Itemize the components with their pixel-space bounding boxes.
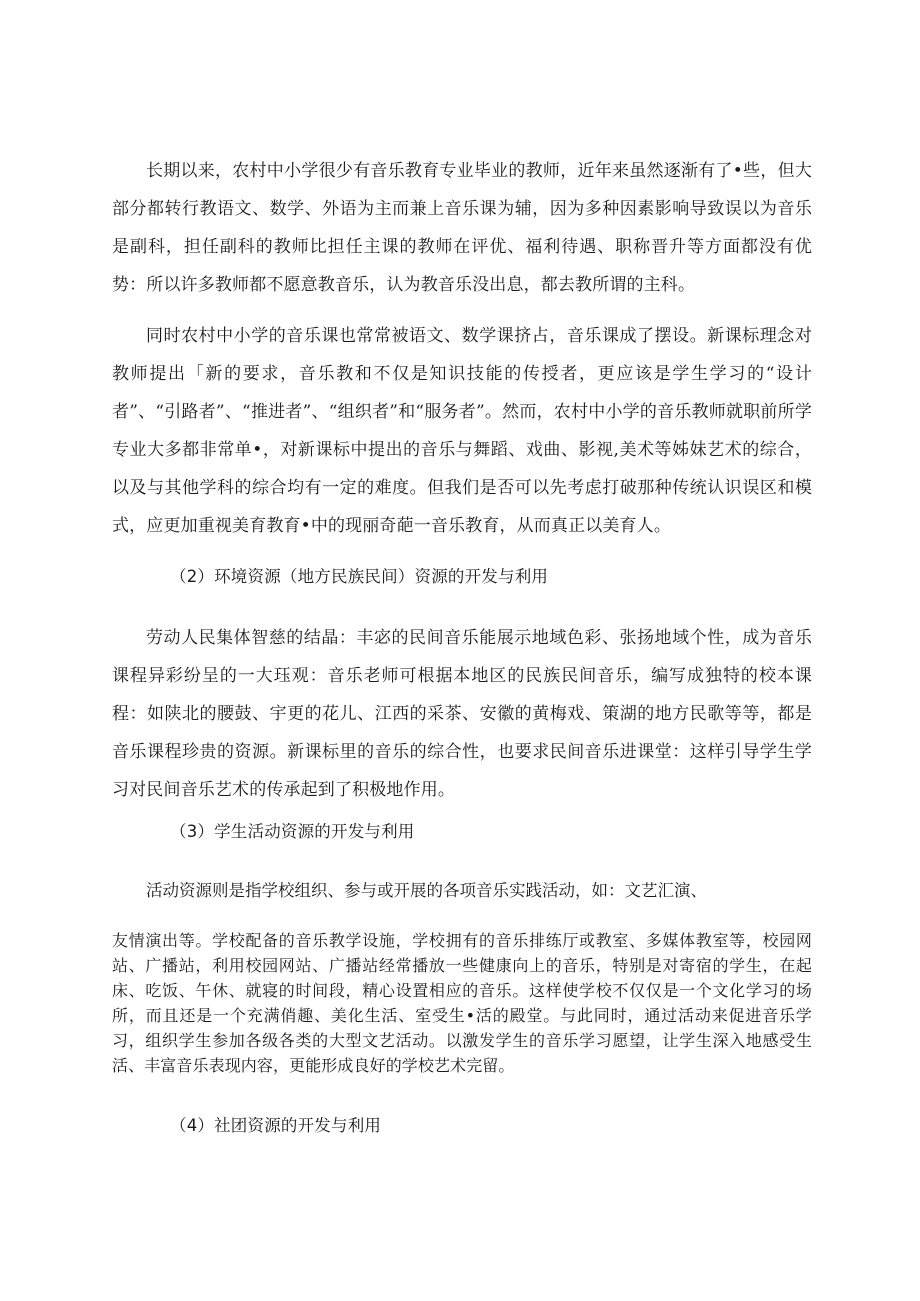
paragraph-music-class-crowded: 同时农村中小学的音乐课也常常被语文、数学课挤占，音乐课成了摆设。新课标理念对教师提出「新的要求，音乐教和不仅是知识技能的传授者，更应该是学生学习的“设计者”、“引路者”、“推进者”、“组织者”和“服务者”。然而，农村中小学的音乐教师就职前所学专业大多都非常单•，对新课标中提出的音乐与舞蹈、戏曲、影视,美术等姊妹艺术的综合，以及与其他学科的综合均有一定的难度。但我们是否可以先考虑打破那种传统认识误区和模式，应更加重视美育教育•中的现丽奇葩一音乐教育，从而真正以美育人。 xyxy=(112,326,812,536)
paragraph-rural-teachers: 长期以来，农村中小学很少有音乐教育专业毕业的教师，近年来虽然逐渐有了•些，但大部分都转行教语文、数学、外语为主而兼上音乐课为辅，因为多种因素影响导致误以为音乐是副科，担任副科的教师比担任主课的教师在评优、福利待遇、职称晋升等方面都没有优势：所以许多教师都不愿意教音乐，认为教音乐没出息，都去教所谓的主科。 xyxy=(112,161,812,295)
paragraph-folk-music: 劳动人民集体智慈的结晶：丰宓的民间音乐能展示地域色彩、张扬地域个性，成为音乐课程异彩纷呈的一大珏观：音乐老师可根据本地区的民族民间音乐，编写成独特的校本课程：如陕北的腰鼓、宇更的花儿、江西的采茶、安徽的黄梅戏、策湖的地方民歌等等，都是音乐课程珍贵的资源。新课标里的音乐的综合性，也要求民间音乐进课堂：这样引导学生学习对民间音乐艺术的传承起到了积极地作用。 xyxy=(112,628,812,800)
section-heading-environment-resources: （2）环境资源（地方民族民间）资源的开发与利用 xyxy=(170,567,549,586)
paragraph-activity-resources-lead: 活动资源则是指学校组织、参与或开展的各项音乐实践活动，如：文艺汇演、 xyxy=(146,881,707,900)
section-heading-club-resources: （4）社团资源的开发与利用 xyxy=(170,1116,382,1135)
paragraph-activity-resources-body: 友情演出等。学校配备的音乐教学设施，学校拥有的音乐排练厅或教室、多媒体教室等，校园网站、广播站，利用校园网站、广播站经常播放一些健康向上的音乐，特别是对寄宿的学生，在起床、吃饭、午休、就寝的时间段，精心设置相应的音乐。这样使学校不仅仅是一个文化学习的场所，而且还是一个充满俏趣、美化生活、室受生•活的殿堂。与此同时，通过活动来促进音乐学习，组织学生参加各级各类的大型文艺活动。以激发学生的音乐学习愿望，让学生深入地感受生活、丰富音乐表现内容，更能形成良好的学校艺术完留。 xyxy=(112,931,812,1075)
section-heading-student-activities: （3）学生活动资源的开发与利用 xyxy=(170,822,415,841)
